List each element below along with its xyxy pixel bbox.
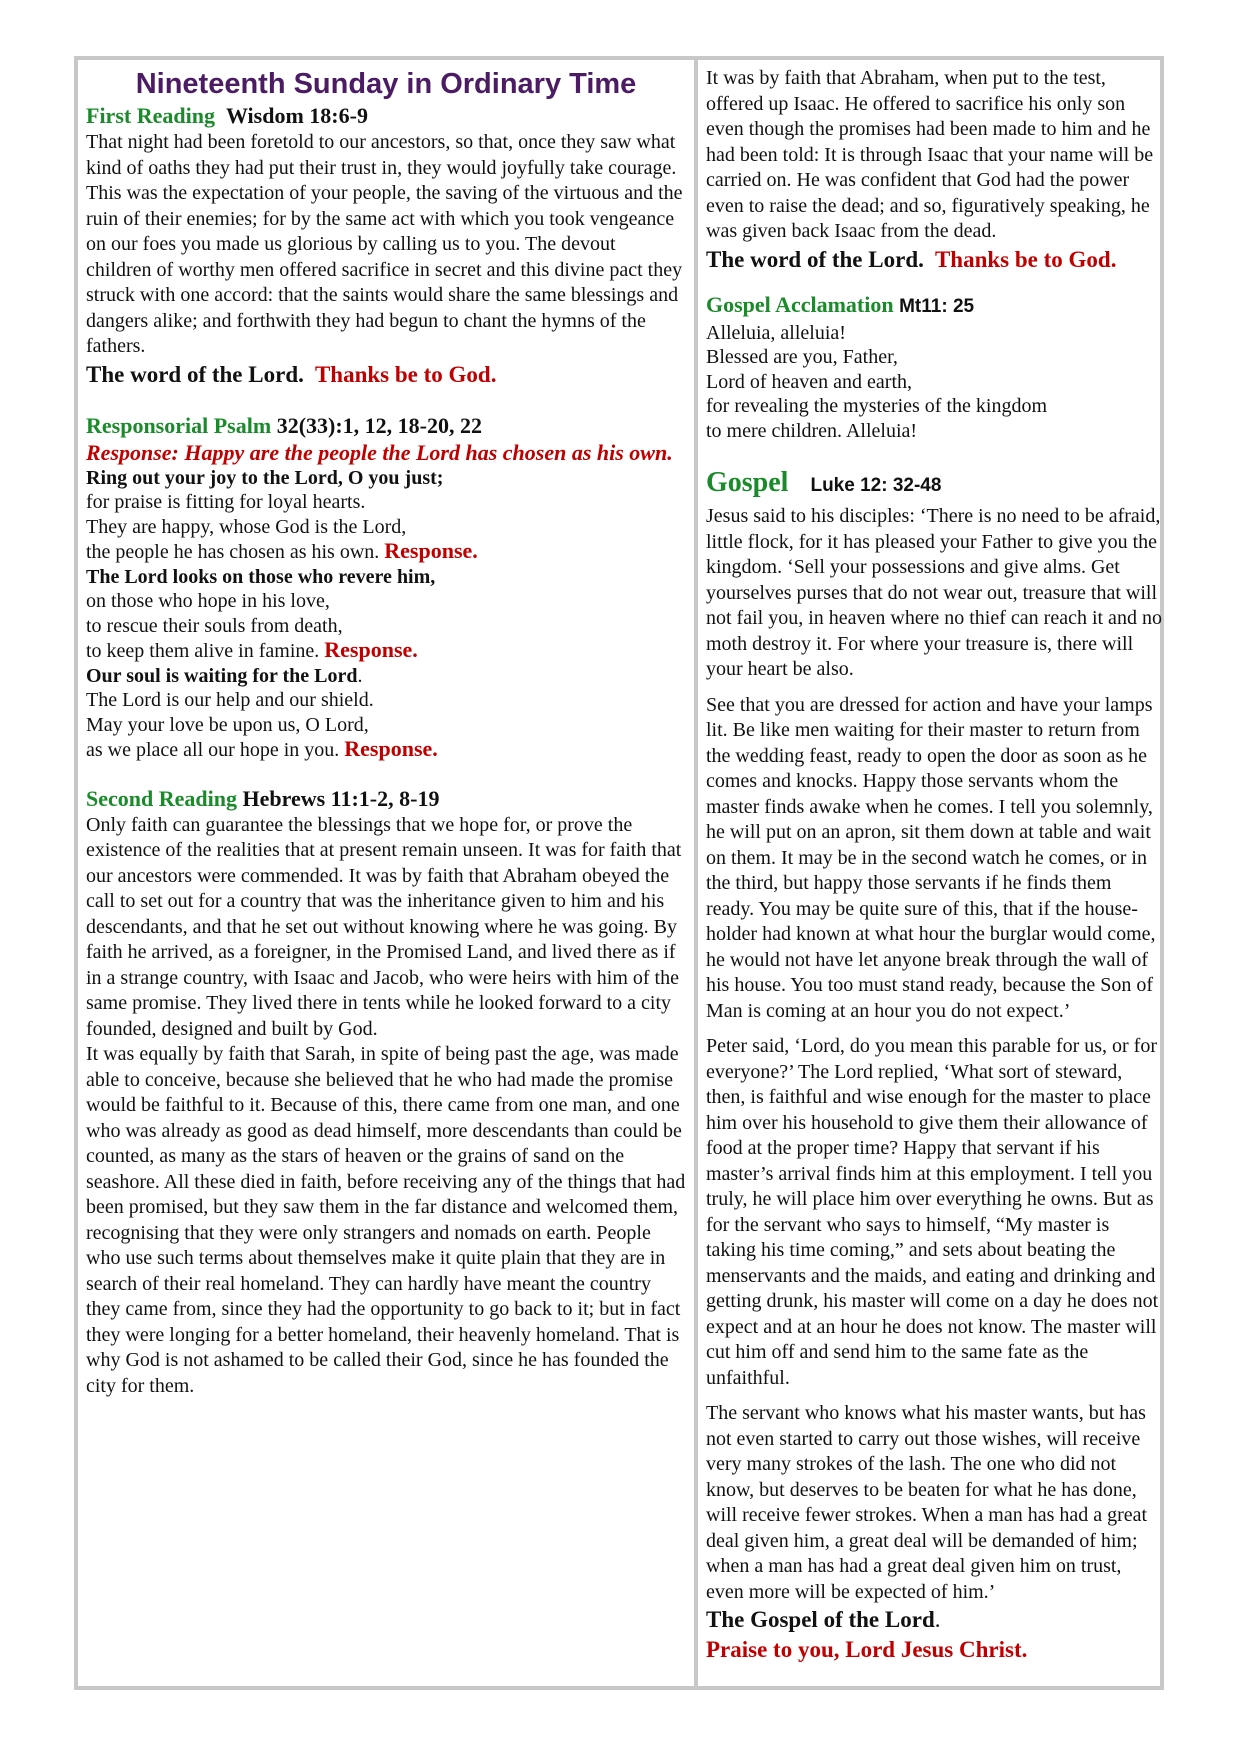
acclamation-ref: Mt11: 25 [899,295,975,317]
psalm-v1-bold: Ring out your joy to the Lord, O you just; [86,466,444,489]
thanks-response: Thanks be to God. [934,246,1117,272]
first-reading-label: First Reading [86,103,215,128]
psalm-v1-l4-text: the people he has chosen as his own. [86,541,380,563]
psalm-v3-dot: . [357,664,363,687]
psalm-response-word: Response. [384,538,478,563]
thanks-response: Thanks be to God. [314,361,497,387]
word-of-the-lord: The word of the Lord. [86,361,304,387]
gospel-heading [706,465,1164,504]
acclamation-l3: Lord of heaven and earth, [706,370,913,393]
psalm-v3-bold-line [86,664,686,689]
left-column [86,60,686,1686]
gospel-para2: See that you are dressed for action and have your lamps lit. Be like men waiting for their master to return from the wedding feast, ready to open the door as soon as he comes and knocks. Happy those servants whom the master finds awake when he comes. I tell you solemnly, he will put on an apron, sit them down at table and wait on them. It may be in the second watch he comes, or in the third, but happy those servants if he finds them ready. You may be quite sure of this, that if the house-holder had known at what hour the burglar would come, he would not have let anyone break through the wall of his house. You too must stand ready, because the Son of Man is coming at an hour you do not expect.’ [706,693,1156,1022]
second-reading-para1: Only faith can guarantee the blessings that we hope for, or prove the existence of the realities that at present remain unseen. It was for faith that our ancestors were commended. It was by faith that Abraham obeyed the call to set out for a country that was the inheritance given to him and his descendants, and that he set out without knowing where he was going. By faith he arrived, as a foreigner, in the Promised Land, and lived there as if in a strange country, with Isaac and Jacob, who were heirs with him of the same promise. They lived there in tents while he looked forward to a city founded, designed and built by God. [86,813,682,1040]
psalm-v3-l2: The Lord is our help and our shield. [86,689,374,711]
page-frame [74,56,1164,1690]
gospel-para1: Jesus said to his disciples: ‘There is no need to be afraid, little flock, for it has pleased your Father to give you the kingdom. ‘Sell your possessions and give alms. Get yourselves purses that do not wear out, treasure that will not fail you, in heaven where no thief can reach it and no moth destroy it. For where your treasure is, there will your heart be also. [706,505,1162,680]
second-reading-ref: Hebrews 11:1-2, 8-19 [242,785,440,811]
column-divider [694,60,698,1686]
psalm-v1-l3: They are happy, whose God is the Lord, [86,515,407,538]
psalm-v3-l3: May your love be upon us, O Lord, [86,713,369,736]
gospel-closing-dot: . [934,1607,941,1632]
word-of-the-lord: The word of the Lord. [706,246,924,272]
acclamation-l1: Alleluia, alleluia! [706,321,846,344]
right-column [706,60,1164,1686]
gospel-para3: Peter said, ‘Lord, do you mean this parable for us, or for everyone?’ The Lord replied, ‘What sort of steward, then, is faithful and wise enough for the master to place him over his household to give them their allowance of food at the proper time? Happy that servant if his master’s arrival finds him at this employment. I tell you truly, he will place him over everything he owns. But as for the servant who says to himself, “My master is taking his time coming,” and sets about beating the menservants and the maids, and eating and drinking and getting drunk, his master will come on a day he does not expect and at an hour he does not know. The master will cut him off and send him to the same fate as the unfaithful. [706,1035,1159,1389]
first-reading-ref: Wisdom 18:6-9 [225,103,368,128]
psalm-response-word: Response. [344,736,438,761]
gospel-closing [706,1605,1164,1635]
first-reading-text: That night had been foretold to our ancestors, so that, once they saw what kind of oaths they had put their trust in, they would joyfully take courage. This was the expectation of your people, the saving of the virtuous and the ruin of their enemies; for by the same act with which you took vengeance on our foes you made us glorious by calling us to you. The devout children of worthy men offered sacrifice in secret and this divine pact they struck with one accord: that the saints would share the same blessings and dangers alike; and forthwith they had begun to chant the hymns of the fathers. [86,131,683,357]
psalm-v2-l2: on those who hope in his love, [86,590,330,612]
second-reading-closing [706,245,1164,275]
second-reading-heading [86,785,686,813]
gospel-of-the-lord: The Gospel of the Lord [706,1607,935,1632]
psalm-response-line: Response: Happy are the people the Lord has chosen as his own. [86,439,673,465]
acclamation-heading [706,291,1164,321]
first-reading-heading [86,102,686,130]
psalm-label: Responsorial Psalm [86,412,272,438]
acclamation-label: Gospel Acclamation [706,291,894,317]
acclamation-l4: for revealing the mysteries of the kingdom [706,395,1048,417]
gospel-ref: Luke 12: 32-48 [810,475,942,496]
psalm-heading [86,412,686,440]
psalm-response-word: Response. [324,637,418,662]
psalm-v1-l4 [86,539,686,565]
psalm-v2-l4 [86,638,686,664]
psalm-v2-bold: The Lord looks on those who revere him, [86,565,436,588]
psalm-v1-l2: for praise is fitting for loyal hearts. [86,491,366,513]
gospel-para4: The servant who knows what his master wants, but has not even started to carry out those wishes, will receive very many strokes of the lash. The one who did not know, but deserves to be beaten for what he has done, will receive fewer strokes. When a man has had a great deal given him, a great deal will be demanded of him; when a man has had a great deal given him on trust, even more will be expected of him.’ [706,1402,1148,1603]
gospel-label: Gospel [706,467,789,498]
second-reading-label: Second Reading [86,785,237,811]
second-reading-para3: It was by faith that Abraham, when put to the test, offered up Isaac. He offered to sacrifice his only son even though the promises had been made to him and he had been told: It is through Isaac that your name will be carried on. He was confident that God had the power even to raise the dead; and so, figuratively speaking, he was given back Isaac from the dead. [706,67,1154,242]
psalm-v3-bold: Our soul is waiting for the Lord [86,664,358,687]
second-reading-para2: It was equally by faith that Sarah, in spite of being past the age, was made able to conceive, because she believed that he who had made the promise would be faithful to it. Because of this, there came from one man, and one who was already as good as dead himself, more descendants than could be counted, as many as the stars of heaven or the grains of sand on the seashore. All these died in faith, before receiving any of the things that had been promised, but they saw them in the far distance and welcomed them, recognising that they were only strangers and nomads on earth. People who use such terms about themselves make it quite plain that they are in search of their real homeland. They can hardly have meant the country they came from, since they had the opportunity to go back to it; but in fact they were longing for a better homeland, their heavenly homeland. That is why God is not ashamed to be called their God, since he has founded the city for them. [86,1043,686,1397]
acclamation-l2: Blessed are you, Father, [706,346,898,368]
psalm-ref: 32(33):1, 12, 18-20, 22 [276,412,482,438]
psalm-v2-l3: to rescue their souls from death, [86,614,343,637]
psalm-v2-l4-text: to keep them alive in famine. [86,640,320,662]
first-reading-closing [86,360,686,390]
psalm-v3-l4-text: as we place all our hope in you. [86,739,340,761]
gospel-response: Praise to you, Lord Jesus Christ. [706,1637,1028,1662]
psalm-v3-l4 [86,737,686,763]
page-title: Nineteenth Sunday in Ordinary Time [135,68,637,100]
acclamation-l5: to mere children. Alleluia! [706,419,918,442]
